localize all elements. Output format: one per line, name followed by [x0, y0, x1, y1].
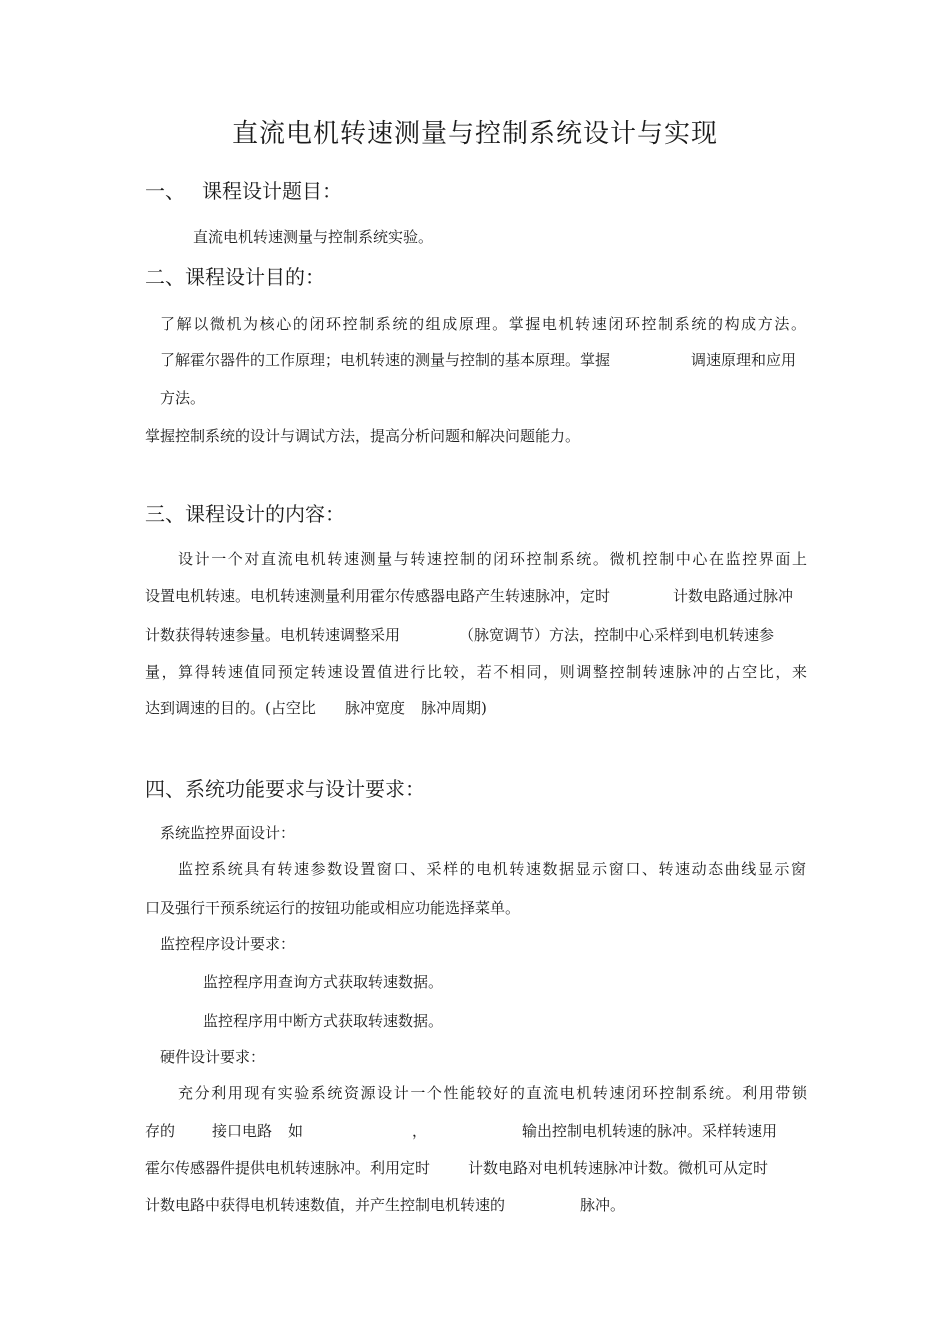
section-4-line-5: 充分利用现有实验系统资源设计一个性能较好的直流电机转速闭环控制系统。利用带锁 [178, 1084, 807, 1102]
section-4-sub-2: 监控程序设计要求： [160, 935, 296, 953]
section-4-line-8a: 计数电路中获得电机转速数值，并产生控制电机转速的 [145, 1196, 506, 1214]
section-4-line-7a: 霍尔传感器件提供电机转速脉冲。利用定时 [145, 1159, 431, 1177]
section-4-line-1: 监控系统具有转速参数设置窗口、采样的电机转速数据显示窗口、转速动态曲线显示窗 [178, 860, 806, 878]
section-1-heading: 课程设计题目： [202, 179, 342, 203]
section-3-line-4: 量，算得转速值同预定转速设置值进行比较，若不相同，则调整控制转速脉冲的占空比，来 [145, 663, 807, 681]
section-2-line-4: 掌握控制系统的设计与调试方法，提高分析问题和解决问题能力。 [145, 427, 581, 445]
section-3-line-3a: 计数获得转速参量。电机转速调整采用 [145, 626, 401, 644]
section-2-line-2b: 调速原理和应用 [691, 351, 797, 369]
section-2-line-3: 方法。 [160, 389, 206, 407]
section-3-line-5a: 达到调速的目的。(占空比 [145, 699, 316, 717]
section-4-line-6b: 接口电路 [212, 1122, 273, 1140]
section-4-line-6a: 存的 [145, 1122, 176, 1140]
section-3-line-5c: 脉冲周期) [421, 699, 487, 717]
section-4-line-4: 监控程序用中断方式获取转速数据。 [203, 1012, 444, 1030]
section-3-line-3b: （脉宽调节）方法，控制中心采样到电机转速参 [459, 626, 775, 644]
section-4-line-6e: 输出控制电机转速的脉冲。采样转速用 [522, 1122, 778, 1140]
section-3-line-5b: 脉冲宽度 [345, 699, 406, 717]
document-title: 直流电机转速测量与控制系统设计与实现 [231, 119, 718, 149]
section-4-line-2: 口及强行干预系统运行的按钮功能或相应功能选择菜单。 [145, 899, 521, 917]
section-1-number: 一、 [145, 179, 185, 203]
section-4-sub-1: 系统监控界面设计： [160, 824, 296, 842]
section-4-line-6c: 如 [288, 1122, 304, 1140]
section-3-heading: 三、课程设计的内容： [145, 502, 345, 526]
section-2-heading: 二、课程设计目的： [145, 265, 325, 289]
section-2-line-1: 了解以微机为核心的闭环控制系统的组成原理。掌握电机转速闭环控制系统的构成方法。 [160, 315, 806, 333]
section-2-line-2a: 了解霍尔器件的工作原理；电机转速的测量与控制的基本原理。掌握 [160, 351, 611, 369]
section-3-line-1: 设计一个对直流电机转速测量与转速控制的闭环控制系统。微机控制中心在监控界面上 [178, 550, 807, 568]
section-4-heading: 四、系统功能要求与设计要求： [145, 777, 425, 801]
section-3-line-2b: 计数电路通过脉冲 [673, 587, 794, 605]
section-4-line-8b: 脉冲。 [580, 1196, 626, 1214]
section-4-sub-3: 硬件设计要求： [160, 1048, 266, 1066]
section-4-line-7b: 计数电路对电机转速脉冲计数。微机可从定时 [468, 1159, 769, 1177]
section-3-line-2a: 设置电机转速。电机转速测量利用霍尔传感器电路产生转速脉冲，定时 [145, 587, 611, 605]
section-4-line-6d: ， [412, 1122, 428, 1140]
section-1-body: 直流电机转速测量与控制系统实验。 [193, 228, 434, 246]
section-4-line-3: 监控程序用查询方式获取转速数据。 [203, 973, 444, 991]
